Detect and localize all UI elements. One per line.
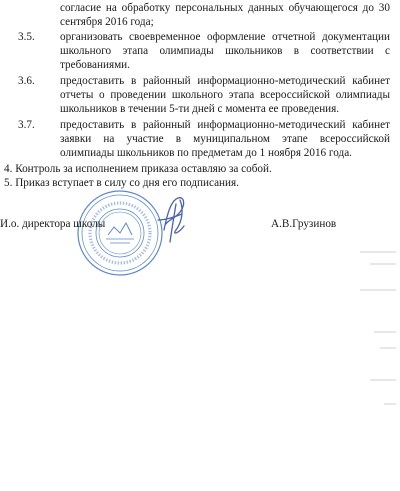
point-5: 5. Приказ вступает в силу со дня его подписания. <box>4 177 239 189</box>
signatory-name: А.В.Грузинов <box>271 218 337 230</box>
item-3-6-line-2: отчеты о проведении школьного этапа всероссийской олимпиады <box>60 89 390 101</box>
continuation-line-1: согласие на обработку персональных данных обучающегося до 30 <box>60 2 390 14</box>
item-3-6-line-1: предоставить в районный информационно-методический кабинет <box>60 75 390 87</box>
item-3-7-line-1: предоставить в районный информационно-методический кабинет <box>60 119 390 131</box>
continuation-line-2: сентября 2016 года; <box>60 16 154 28</box>
signatory-position: И.о. директора школы <box>0 218 106 230</box>
item-3-5-line-1: организовать своевременное оформление отчетной документации <box>60 31 390 43</box>
handwritten-signature <box>150 190 200 250</box>
item-3-5-line-3: требованиями. <box>60 59 130 71</box>
item-number-3-6: 3.6. <box>18 75 35 87</box>
item-3-7-line-2: заявки на участие в муниципальном этапе всероссийской <box>60 133 390 145</box>
bleed-through-marks <box>300 230 400 430</box>
item-number-3-7: 3.7. <box>18 119 35 131</box>
item-3-6-line-3: школьников в течении 5-ти дней с момента ее проведения. <box>60 103 340 115</box>
item-3-7-line-3: олимпиады школьников по предметам до 1 ноября 2016 года. <box>60 147 352 159</box>
point-4: 4. Контроль за исполнением приказа оставляю за собой. <box>4 163 272 175</box>
item-number-3-5: 3.5. <box>18 31 35 43</box>
item-3-5-line-2: школьного этапа олимпиады школьников в соответствии с <box>60 45 390 57</box>
